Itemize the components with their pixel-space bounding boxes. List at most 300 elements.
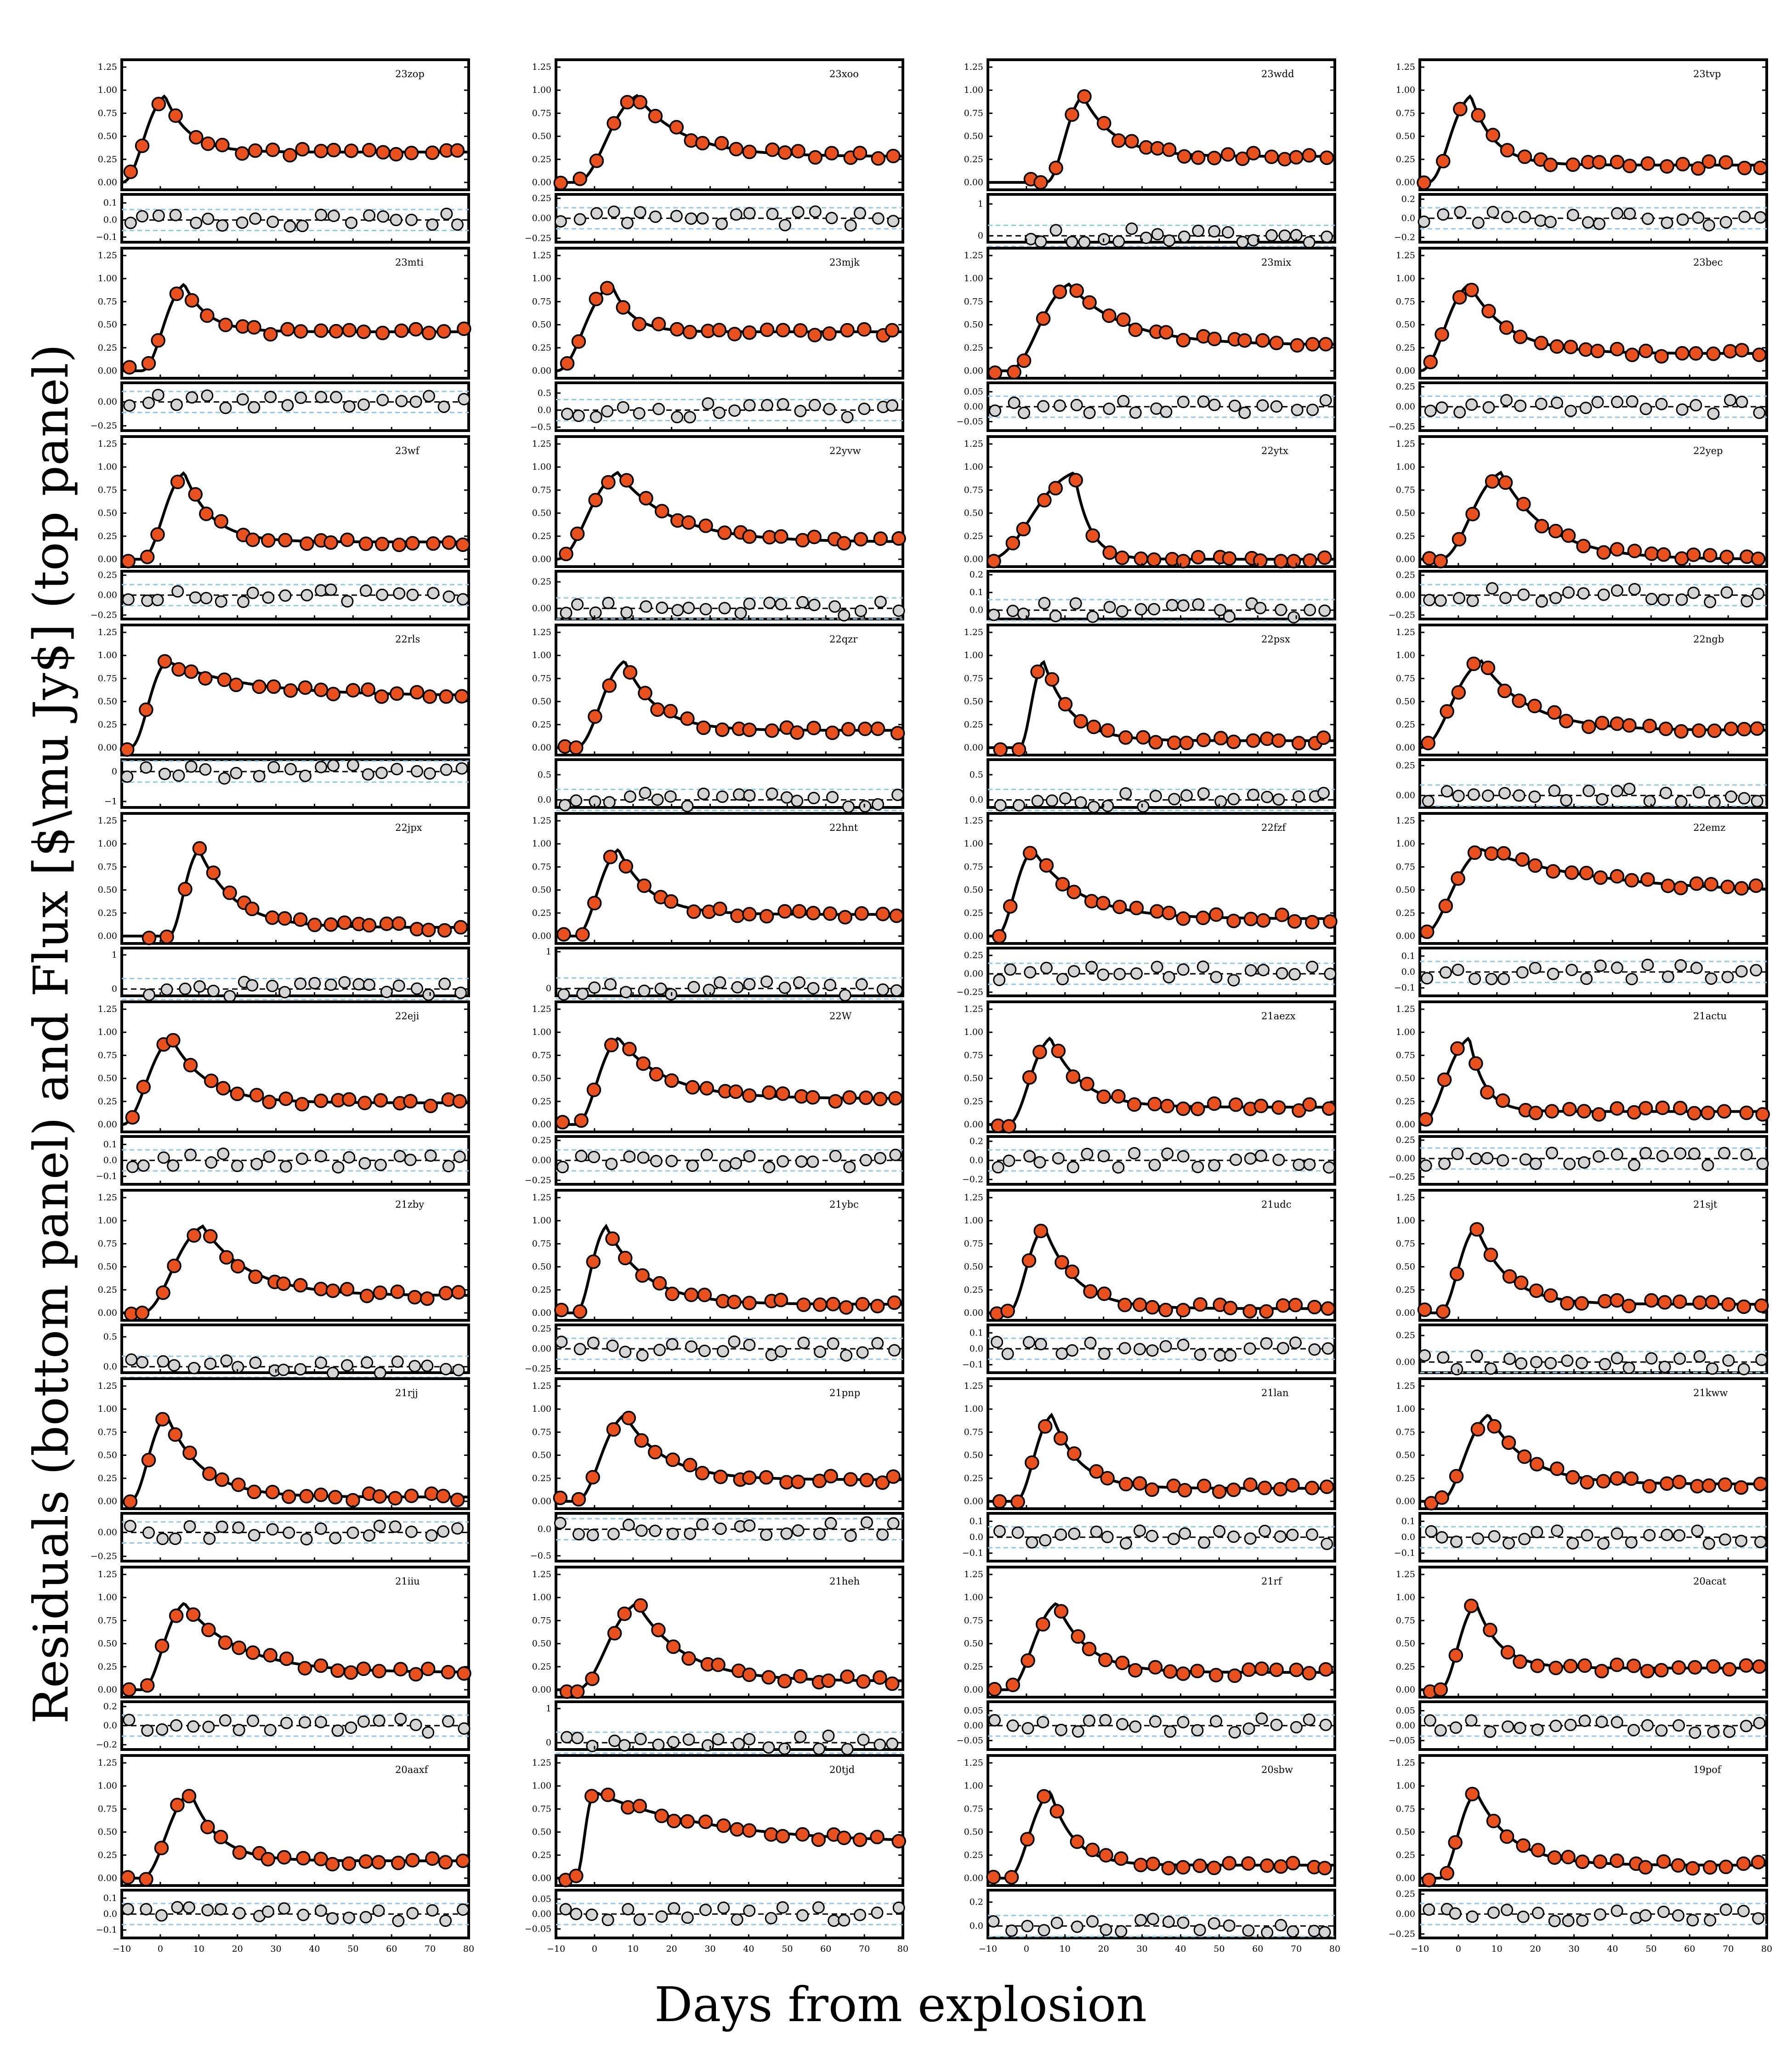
flux-point <box>1662 880 1674 892</box>
flux-point <box>1238 334 1251 347</box>
x-tick-label: 0 <box>1023 1944 1029 1954</box>
residual-point <box>1082 1148 1093 1159</box>
residual-point <box>873 213 884 224</box>
flux-tick-label: 0.25 <box>1395 1473 1415 1483</box>
residual-point <box>635 207 646 218</box>
flux-point <box>652 318 665 330</box>
flux-point <box>1692 724 1705 737</box>
flux-point <box>1304 554 1316 567</box>
residual-point <box>1598 589 1609 600</box>
residual-point <box>1502 211 1513 222</box>
residual-tick-label: 0.5 <box>969 769 983 780</box>
flux-tick-label: 0.50 <box>532 885 551 895</box>
residual-point <box>842 1744 853 1755</box>
residual-point <box>1483 402 1494 413</box>
residual-point <box>636 1525 647 1536</box>
flux-point <box>1661 160 1673 173</box>
flux-point <box>1100 1849 1112 1862</box>
panel-grid <box>91 60 1772 1954</box>
flux-point <box>1243 1305 1256 1318</box>
x-tick-label: 80 <box>897 1944 909 1954</box>
flux-point <box>1071 1835 1083 1848</box>
residual-point <box>667 1339 678 1350</box>
flux-point <box>1066 108 1078 121</box>
residual-tick-label: −0.25 <box>1388 610 1415 620</box>
flux-point <box>452 1286 465 1299</box>
residual-point <box>764 1162 775 1173</box>
flux-tick-label: 1.25 <box>97 627 117 638</box>
flux-point <box>1497 847 1510 860</box>
flux-tick-label: 1.00 <box>97 1216 117 1226</box>
flux-point <box>376 538 389 551</box>
residual-point <box>588 1337 599 1348</box>
flux-point <box>1194 1298 1207 1311</box>
residual-point <box>347 1527 358 1538</box>
flux-point <box>571 1685 584 1698</box>
residual-tick-label: 0.25 <box>1395 1135 1415 1145</box>
residual-point <box>280 1161 291 1172</box>
residual-point <box>1741 1721 1752 1732</box>
residual-point <box>1629 584 1640 595</box>
residual-tick-label: 0.00 <box>1395 1153 1415 1164</box>
residual-point <box>1662 217 1673 228</box>
residual-point <box>169 1360 180 1371</box>
flux-point <box>668 1815 681 1828</box>
residual-point <box>843 801 854 812</box>
residual-point <box>1152 229 1163 240</box>
flux-point <box>1737 1857 1750 1870</box>
flux-point <box>1066 1070 1079 1083</box>
flux-point <box>1674 1102 1687 1114</box>
flux-point <box>1639 1861 1652 1874</box>
flux-tick-label: 0.50 <box>964 696 983 707</box>
residual-point <box>810 206 821 217</box>
residual-point <box>1066 1345 1077 1356</box>
flux-point <box>666 1453 679 1466</box>
residual-point <box>339 977 350 988</box>
x-tick-label: 50 <box>782 1944 793 1954</box>
flux-tick-label: 1.00 <box>964 462 983 472</box>
flux-point <box>1482 305 1495 318</box>
flux-point <box>1503 1436 1515 1449</box>
flux-point <box>140 1873 153 1886</box>
residual-point <box>141 1904 152 1915</box>
residual-point <box>1120 1538 1131 1549</box>
residual-point <box>376 767 387 778</box>
residual-point <box>237 217 248 228</box>
residual-point <box>1706 973 1717 984</box>
flux-point <box>1039 1420 1052 1433</box>
flux-point <box>1513 694 1525 707</box>
flux-point <box>1452 686 1465 699</box>
flux-point <box>1577 540 1590 552</box>
residual-point <box>1304 1159 1315 1170</box>
residual-point <box>1518 589 1529 600</box>
residual-point <box>591 208 602 219</box>
flux-point <box>394 1663 407 1676</box>
residual-point <box>1026 1537 1038 1548</box>
flux-tick-label: 0.50 <box>532 1261 551 1272</box>
residual-tick-label: −0.1 <box>1394 983 1415 993</box>
flux-point <box>278 1851 290 1864</box>
residual-point <box>1116 1926 1127 1937</box>
residual-point <box>316 210 327 221</box>
flux-tick-label: 0.25 <box>1395 719 1415 730</box>
residual-point <box>454 1151 465 1162</box>
residual-point <box>1499 788 1510 799</box>
residual-point <box>172 1902 183 1913</box>
flux-point <box>1750 879 1763 892</box>
flux-tick-label: 0.00 <box>964 1119 983 1130</box>
residual-point <box>672 605 683 616</box>
residual-point <box>405 1154 416 1165</box>
flux-point <box>650 1068 663 1081</box>
residual-tick-label: −0.05 <box>524 1924 551 1934</box>
flux-point <box>1288 915 1301 928</box>
residual-point <box>168 1160 179 1171</box>
flux-point <box>1223 552 1236 565</box>
flux-point <box>1487 1814 1500 1827</box>
residual-point <box>1009 398 1020 409</box>
residual-point <box>1258 965 1269 976</box>
residual-point <box>353 979 364 990</box>
residual-point <box>1169 794 1180 805</box>
residual-point <box>1642 213 1653 224</box>
flux-point <box>1562 1851 1575 1863</box>
flux-point <box>1424 356 1437 369</box>
residual-point <box>1703 220 1714 231</box>
residual-point <box>1599 1359 1611 1370</box>
residual-point <box>1642 960 1653 971</box>
flux-point <box>1611 543 1623 556</box>
residual-point <box>1439 1158 1450 1169</box>
residual-point <box>1319 605 1330 616</box>
flux-point <box>1293 737 1305 750</box>
flux-tick-label: 1.00 <box>532 1781 551 1791</box>
residual-point <box>856 979 867 990</box>
flux-point <box>1565 866 1578 879</box>
residual-point <box>203 213 214 224</box>
residual-point <box>1423 795 1434 807</box>
panel-22fzf <box>957 813 1337 997</box>
residual-point <box>887 400 898 411</box>
residual-point <box>1069 1528 1080 1539</box>
residual-point <box>574 1344 585 1355</box>
residual-point <box>423 1727 434 1738</box>
flux-point <box>169 109 182 122</box>
flux-tick-label: 0.50 <box>97 1261 117 1272</box>
flux-point <box>126 1111 139 1124</box>
flux-point <box>1659 722 1672 735</box>
flux-tick-label: 0.00 <box>532 1496 551 1506</box>
x-tick-label: 10 <box>1491 1944 1503 1954</box>
flux-point <box>426 146 439 159</box>
flux-point <box>1755 1299 1768 1312</box>
residual-point <box>285 764 296 775</box>
flux-point <box>856 1298 869 1311</box>
flux-point <box>201 309 214 322</box>
flux-point <box>1011 1495 1024 1508</box>
flux-point <box>1564 1659 1577 1672</box>
residual-point <box>1257 400 1268 411</box>
supernova-label: 23mti <box>395 257 424 268</box>
flux-tick-label: 1.25 <box>1395 1381 1415 1392</box>
residual-point <box>795 405 806 416</box>
flux-point <box>1548 1851 1561 1864</box>
flux-point <box>171 476 184 489</box>
residual-point <box>1626 973 1637 984</box>
residual-point <box>1228 1531 1239 1542</box>
residual-point <box>137 1357 148 1368</box>
flux-tick-label: 1.25 <box>964 1193 983 1203</box>
flux-point <box>1270 336 1283 349</box>
flux-tick-label: 1.25 <box>532 1569 551 1580</box>
residual-point <box>1104 602 1115 613</box>
residual-point <box>1304 1714 1315 1725</box>
flux-point <box>684 1459 697 1471</box>
flux-point <box>123 361 136 374</box>
residual-point <box>152 595 163 606</box>
flux-point <box>1643 720 1656 733</box>
residual-point <box>1228 975 1239 986</box>
supernova-label: 20tjd <box>829 1764 855 1775</box>
residual-point <box>860 801 871 812</box>
residual-point <box>1243 1925 1254 1936</box>
residual-point <box>438 401 449 412</box>
flux-point <box>1529 859 1542 872</box>
flux-point <box>1560 715 1573 727</box>
flux-point <box>993 930 1006 943</box>
flux-point <box>1595 1665 1608 1677</box>
supernova-label: 21rf <box>1261 1576 1282 1587</box>
residual-point <box>1035 1339 1046 1350</box>
flux-tick-label: 0.00 <box>1395 1873 1415 1883</box>
flux-point <box>892 1835 905 1847</box>
x-tick-label: 80 <box>1329 1944 1341 1954</box>
x-tick-label: 80 <box>1761 1944 1773 1954</box>
residual-tick-label: 0.00 <box>1395 1721 1415 1731</box>
flux-point <box>182 1790 195 1802</box>
residual-point <box>315 1716 326 1727</box>
residual-point <box>1099 1348 1110 1359</box>
flux-point <box>1224 1301 1237 1314</box>
residual-tick-label: 1 <box>111 949 117 960</box>
residual-point <box>825 979 836 990</box>
flux-point <box>743 723 756 736</box>
flux-point <box>284 684 297 697</box>
flux-tick-label: 0.50 <box>532 131 551 142</box>
residual-point <box>453 1364 464 1375</box>
residual-point <box>392 1356 403 1367</box>
residual-tick-label: 0.00 <box>532 1344 551 1354</box>
residual-point <box>1309 1344 1320 1355</box>
flux-point <box>1012 743 1025 756</box>
flux-point <box>842 723 855 736</box>
flux-point <box>1544 159 1557 171</box>
flux-point <box>1085 895 1098 908</box>
residual-point <box>639 985 650 996</box>
flux-point <box>1305 1482 1318 1494</box>
residual-point <box>191 217 202 228</box>
flux-point <box>1289 1299 1302 1312</box>
flux-point <box>1259 1482 1271 1494</box>
residual-point <box>815 1346 826 1357</box>
flux-tick-label: 0.75 <box>532 108 551 119</box>
flux-point <box>1465 284 1478 296</box>
residual-point <box>407 1908 418 1919</box>
flux-tick-label: 0.75 <box>1395 862 1415 872</box>
residual-point <box>1752 588 1764 599</box>
residual-point <box>1563 587 1574 598</box>
residual-tick-label: 0.00 <box>532 603 551 614</box>
residual-point <box>1287 1529 1298 1540</box>
flux-tick-label: 0.00 <box>1395 177 1415 187</box>
residual-tick-label: 0 <box>545 983 551 994</box>
residual-point <box>1612 208 1623 219</box>
flux-tick-label: 0.00 <box>1395 1307 1415 1318</box>
flux-point <box>1081 1078 1094 1091</box>
flux-tick-label: 1.25 <box>1395 1193 1415 1203</box>
residual-point <box>796 1156 807 1167</box>
residual-point <box>1708 1727 1719 1738</box>
residual-point <box>781 1528 792 1539</box>
residual-point <box>744 1151 755 1162</box>
residual-point <box>1562 1355 1573 1366</box>
flux-point <box>1515 1276 1528 1289</box>
residual-point <box>1592 397 1603 408</box>
residual-tick-label: 0.1 <box>103 1139 117 1150</box>
residual-point <box>558 989 569 1000</box>
panel-20tjd <box>525 1756 908 1954</box>
flux-point <box>437 325 450 338</box>
panel-23tvp <box>1394 60 1767 243</box>
flux-point <box>1146 1483 1158 1496</box>
flux-point <box>329 1491 342 1504</box>
residual-point <box>733 789 744 800</box>
flux-point <box>1066 1265 1078 1278</box>
residual-point <box>268 762 279 773</box>
flux-tick-label: 1.25 <box>964 627 983 638</box>
residual-point <box>655 983 666 994</box>
residual-point <box>1117 606 1128 617</box>
residual-point <box>1723 1355 1734 1366</box>
flux-tick-label: 0.25 <box>532 154 551 165</box>
x-tick-label: 60 <box>1684 1944 1696 1954</box>
flux-point <box>308 919 321 932</box>
residual-point <box>857 1347 868 1358</box>
flux-tick-label: 0.50 <box>1395 696 1415 707</box>
residual-point <box>158 1356 169 1367</box>
residual-point <box>394 588 405 599</box>
flux-tick-label: 0.00 <box>97 1119 117 1130</box>
residual-point <box>374 1520 385 1531</box>
flux-point <box>167 1034 180 1047</box>
residual-point <box>1532 1908 1543 1919</box>
residual-point <box>188 1363 199 1374</box>
flux-point <box>717 1819 730 1832</box>
flux-point <box>1701 1107 1714 1119</box>
residual-point <box>1004 1155 1015 1166</box>
flux-point <box>1287 1857 1299 1869</box>
residual-point <box>1640 1910 1651 1921</box>
flux-tick-label: 0.75 <box>97 1050 117 1061</box>
flux-point <box>699 519 712 532</box>
residual-point <box>1677 404 1688 415</box>
flux-tick-label: 0.75 <box>97 1615 117 1626</box>
supernova-label: 22rls <box>395 634 420 645</box>
flux-point <box>1658 1296 1671 1309</box>
flux-point <box>649 110 662 123</box>
flux-point <box>1210 1669 1223 1682</box>
residual-point <box>1007 605 1018 616</box>
residual-point <box>829 601 840 612</box>
flux-point <box>1514 1655 1526 1668</box>
flux-point <box>1437 1305 1450 1318</box>
flux-point <box>1564 341 1577 353</box>
residual-tick-label: 0.0 <box>969 1532 983 1542</box>
residual-point <box>573 1528 584 1540</box>
flux-point <box>1578 1105 1591 1118</box>
flux-tick-label: 0.50 <box>532 1450 551 1460</box>
residual-point <box>1215 796 1226 807</box>
residual-point <box>888 1518 899 1529</box>
residual-point <box>1567 1538 1578 1549</box>
flux-point <box>1116 551 1129 564</box>
flux-point <box>363 919 375 932</box>
residual-point <box>1676 796 1687 807</box>
residual-point <box>360 1912 371 1923</box>
panel-21kww <box>1394 1379 1767 1561</box>
flux-point <box>778 1675 791 1687</box>
flux-point <box>189 488 202 501</box>
flux-point <box>140 703 153 716</box>
model-curve <box>556 1792 903 1878</box>
residual-point <box>1673 1910 1684 1921</box>
flux-point <box>826 727 839 739</box>
residual-point <box>732 1914 743 1925</box>
panel-23bec <box>1389 248 1767 432</box>
flux-point <box>142 1454 155 1466</box>
flux-tick-label: 1.25 <box>1395 62 1415 73</box>
panel-22psx <box>964 625 1335 812</box>
flux-point <box>1453 291 1466 304</box>
residual-point <box>889 1345 900 1356</box>
flux-point <box>1084 1285 1097 1298</box>
residual-point <box>1561 795 1572 806</box>
flux-point <box>124 1495 136 1508</box>
flux-point <box>619 1251 632 1264</box>
flux-point <box>451 144 464 157</box>
flux-point <box>796 1828 809 1841</box>
flux-point <box>1275 1860 1287 1873</box>
residual-point <box>171 399 182 410</box>
flux-point <box>454 921 467 934</box>
flux-point <box>766 724 778 737</box>
residual-point <box>262 1906 273 1917</box>
flux-point <box>324 918 337 931</box>
flux-point <box>376 327 389 340</box>
residual-point <box>988 609 999 620</box>
flux-point <box>573 172 586 185</box>
residual-point <box>1440 967 1451 978</box>
residual-tick-label: 0.25 <box>1395 381 1415 392</box>
residual-point <box>1006 1925 1017 1936</box>
residual-point <box>1582 217 1594 228</box>
flux-tick-label: 1.25 <box>532 816 551 826</box>
flux-point <box>395 324 408 337</box>
flux-point <box>248 321 261 334</box>
flux-tick-label: 0.25 <box>964 342 983 353</box>
